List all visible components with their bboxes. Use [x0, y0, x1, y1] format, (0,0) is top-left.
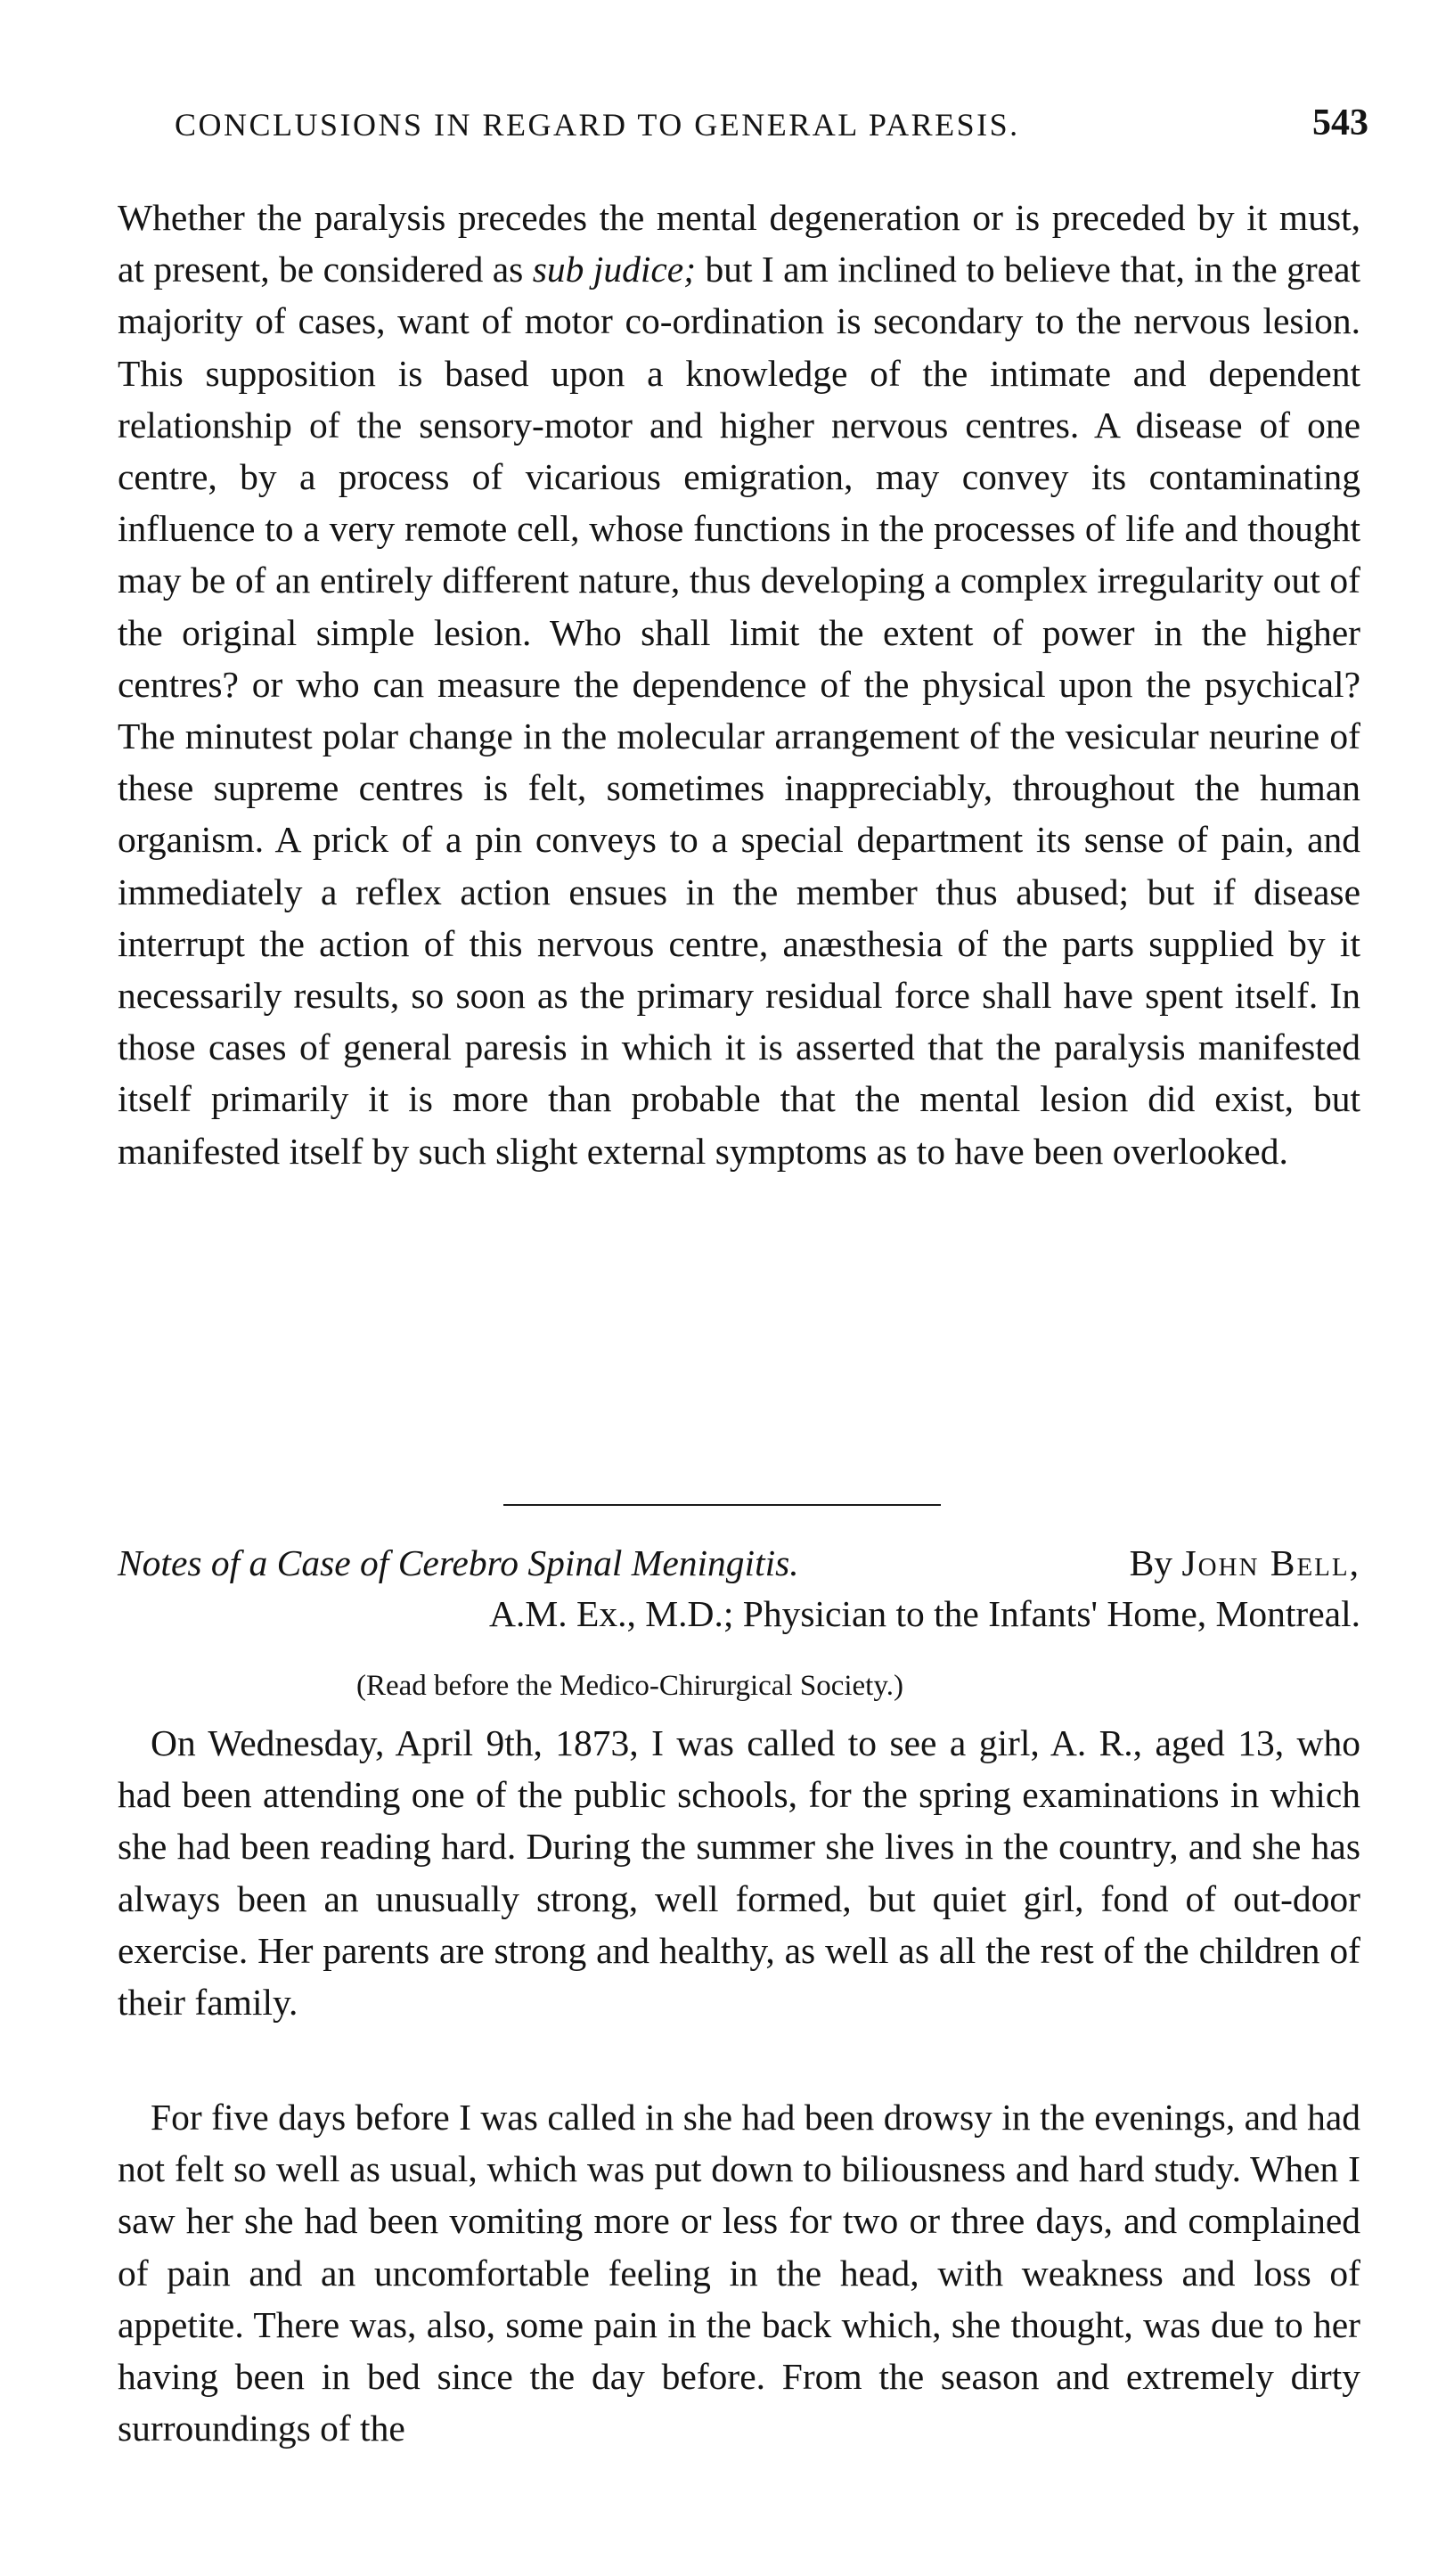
- latin-phrase: sub judice;: [532, 249, 697, 290]
- running-header: [175, 100, 1368, 150]
- article-heading: [118, 1538, 1360, 1640]
- paragraph-symptoms: For five days before I was called in she had been drowsy in the evenings, and had not felt so well as usual, which was put down to biliousness and hard study. When I saw her she had been vomiting more or less for two or three days, and complained of pain and an uncomfortable feeling in the head, with weakness and loss of appetite. There was, also, some pain in the back which, she thought, was due to her having been in bed since the day before. From the season and extremely dirty surroundings of the: [118, 2097, 1360, 2449]
- page-number: 543: [1312, 102, 1368, 143]
- article-title: Notes of a Case of Cerebro Spinal Meningitis.: [118, 1542, 799, 1583]
- article-author: John Bell,: [1181, 1542, 1360, 1583]
- article-title-line: [118, 1538, 1360, 1589]
- author-affiliation: A.M. Ex., M.D.; Physician to the Infants' Home, Montreal.: [489, 1593, 1360, 1634]
- byline-by: By: [1129, 1542, 1173, 1583]
- paragraph-case-history: On Wednesday, April 9th, 1873, I was called to see a girl, A. R., aged 13, who had been attending one of the public schools, for the spring examinations in which she had been reading hard. During the summer she lives in the country, and she has always been an unusually strong, well formed, but quiet girl, fond of out-door exercise. Her parents are strong and healthy, as well as all the rest of the children of their family.: [118, 1722, 1360, 2024]
- read-before-note: (Read before the Medico-Chirurgical Society.): [356, 1670, 903, 1702]
- running-title: CONCLUSIONS IN REGARD TO GENERAL PARESIS.: [175, 107, 1020, 143]
- paragraph-paresis-conclusion: [118, 192, 1360, 1177]
- article-byline: [1130, 1538, 1360, 1589]
- paragraph-text-rest: but I am inclined to believe that, in the great majority of cases, want of motor co-ordination is secondary to the nervous lesion. This supposition is based upon a knowledge of the intimate and dependent relationship of the sensory-motor and higher nervous centres. A disease of one centre, by a process of vicarious emigration, may convey its contaminating influence to a very remote cell, whose functions in the processes of life and thought may be of an entirely different nature, thus developing a complex irregularity out of the original simple lesion. Who shall limit the extent of power in the higher centres? or who can measure the dependence of the physical upon the psychical? The minutest polar change in the molecular arrangement of the vesicular neurine of these supreme centres is felt, sometimes inappreciably, throughout the human organism. A prick of a pin conveys to a special department its sense of pain, and immediately a reflex action ensues in the member thus abused; but if disease interrupt the action of this nervous centre, anæsthesia of the parts supplied by it necessarily results, so soon as the primary residual force shall have spent itself. In those cases of general paresis in which it is asserted that the paralysis manifested itself primarily it is more than probable that the mental lesion did exist, but manifested itself by such slight external symptoms as to have been overlooked.: [118, 249, 1361, 1172]
- section-divider: [503, 1504, 941, 1506]
- paragraph-text-start: Whether the paralysis precedes the mental degeneration or is preceded by it must, at present, be considered as: [118, 197, 1360, 290]
